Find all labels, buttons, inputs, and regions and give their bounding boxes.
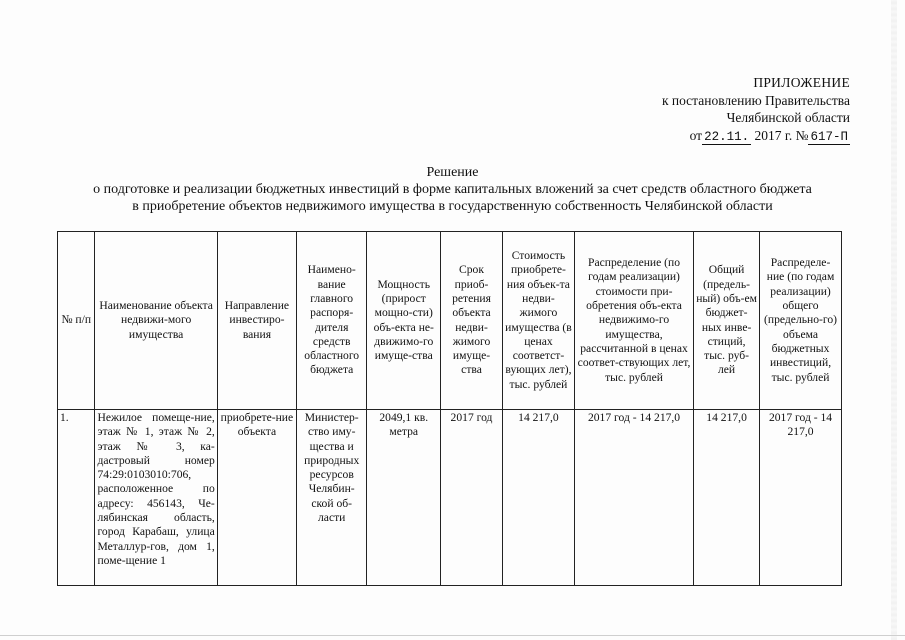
header-capacity: Мощность (прирост мощно-сти) объ-екта не-движимо-го имуще-ства <box>367 232 441 410</box>
header-direction: Направление инвестиро-вания <box>217 232 296 410</box>
header-acquisition-term: Срок приоб-ретения объекта недви-жимого имуще-ства <box>441 232 503 410</box>
cell-investment-distribution: 2017 год - 14 217,0 <box>760 410 842 586</box>
page-bottom-rule <box>0 635 905 636</box>
header-number: № п/п <box>58 232 95 410</box>
header-object-name: Наименование объекта недвижи-мого имущества <box>95 232 217 410</box>
header-budget-manager: Наимено-вание главного распоря-дителя средств областного бюджета <box>297 232 367 410</box>
cell-total-investment: 14 217,0 <box>694 410 760 586</box>
header-investment-distribution: Распределе-ние (по годам реализации) общего (предельно-го) объема бюджетных инвестиций, тыс. рублей <box>760 232 842 410</box>
cell-budget-manager: Министер-ство иму-щества и природных ресурсов Челябин-ской об-ласти <box>297 410 367 586</box>
decision-block <box>0 164 905 215</box>
cell-capacity: 2049,1 кв. метра <box>367 410 441 586</box>
appendix-line-2: Челябинской области <box>726 110 850 125</box>
cell-cost-distribution: 2017 год - 14 217,0 <box>575 410 694 586</box>
cell-acquisition-cost: 14 217,0 <box>502 410 574 586</box>
cell-acquisition-term: 2017 год <box>441 410 503 586</box>
cell-number: 1. <box>58 410 95 586</box>
decision-subtitle-line-2: в приобретение объектов недвижимого имущества в государственную собственность Челябинской области <box>132 199 773 214</box>
table-row <box>58 410 842 586</box>
appendix-block <box>560 74 850 145</box>
decree-date: 22.11. <box>704 129 750 144</box>
investment-table <box>57 231 842 586</box>
decree-number: 617-П <box>810 129 848 144</box>
header-total-investment: Общий (предель-ный) объ-ем бюджет-ных инве-стиций, тыс. руб-лей <box>694 232 760 410</box>
header-cost-distribution: Распределение (по годам реализации) стоимости при-обретения объ-екта недвижимо-го имущества, рассчитанной в ценах соответ-ствующих лет, тыс. рублей <box>575 232 694 410</box>
header-acquisition-cost: Стоимость приобрете-ния объек-та недви-жимого имущества (в ценах соответст-вующих лет), тыс. рублей <box>502 232 574 410</box>
decree-year-label: 2017 г. № <box>754 127 809 143</box>
appendix-title: ПРИЛОЖЕНИЕ <box>753 75 850 90</box>
table-header-row <box>58 232 842 410</box>
date-prefix: от <box>689 127 703 143</box>
decision-heading: Решение <box>426 165 479 180</box>
appendix-date-line <box>560 127 850 145</box>
scan-edge-artifact <box>891 0 897 640</box>
appendix-line-1: к постановлению Правительства <box>661 92 850 108</box>
cell-direction: приобрете-ние объекта <box>217 410 296 586</box>
cell-object-name: Нежилое помеще-ние, этаж № 1, этаж № 2, этаж № 3, ка-дастровый номер 74:29:0103010:706, расположенное по адресу: 456143, Че-лябинская область, город Карабаш, улица Металлур-гов, дом 1, поме-щение 1 <box>95 410 217 586</box>
decision-subtitle-line-1: о подготовке и реализации бюджетных инвестиций в форме капитальных вложений за счет средств областного бюджета <box>93 182 812 197</box>
